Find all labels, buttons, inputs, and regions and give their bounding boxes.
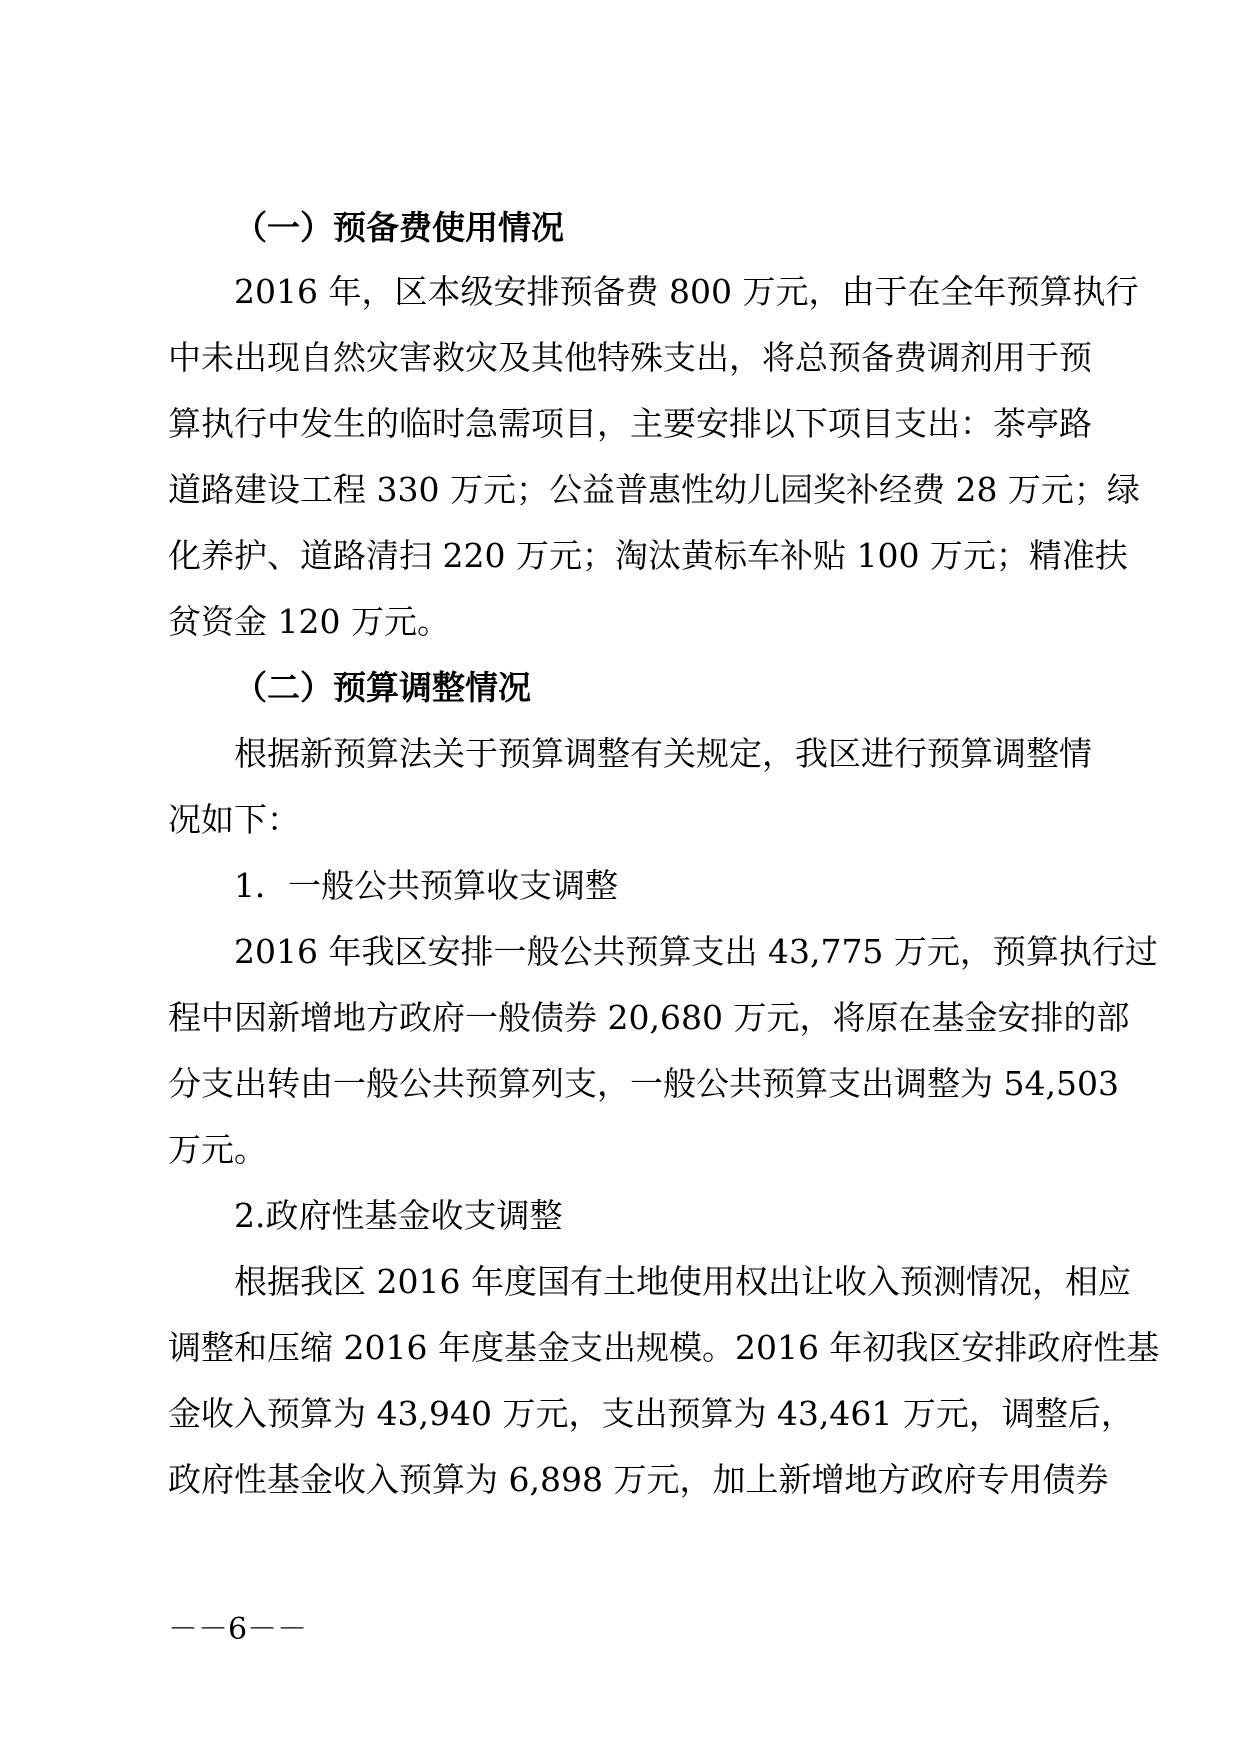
subsection-heading-government-fund: 2.政府性基金收支调整 [234,1196,563,1235]
paragraph-line: 算执行中发生的临时急需项目，主要安排以下项目支出：茶亭路 [168,404,1092,443]
paragraph-line: 2016 年，区本级安排预备费 800 万元，由于在全年预算执行 [234,272,1139,311]
section-heading-reserve-fund: （一）预备费使用情况 [234,208,564,247]
paragraph-line: 化养护、道路清扫 220 万元；淘汰黄标车补贴 100 万元；精准扶 [168,536,1128,575]
section-heading-budget-adjustment: （二）预算调整情况 [234,668,531,707]
paragraph-line: 万元。 [168,1130,267,1169]
paragraph-line: 根据新预算法关于预算调整有关规定，我区进行预算调整情 [234,734,1092,773]
paragraph-line: 根据我区 2016 年度国有土地使用权出让收入预测情况，相应 [234,1262,1131,1301]
subsection-heading-general-budget: 1．一般公共预算收支调整 [234,866,618,905]
paragraph-line: 贫资金 120 万元。 [168,602,450,641]
paragraph-line: 2016 年我区安排一般公共预算支出 43,775 万元，预算执行过 [234,932,1158,971]
paragraph-line: 政府性基金收入预算为 6,898 万元，加上新增地方政府专用债券 [168,1460,1109,1499]
paragraph-line: 分支出转由一般公共预算列支，一般公共预算支出调整为 54,503 [168,1064,1119,1103]
paragraph-line: 道路建设工程 330 万元；公益普惠性幼儿园奖补经费 28 万元；绿 [168,470,1140,509]
page-number: －－6－－ [168,1612,308,1647]
paragraph-line: 中未出现自然灾害救灾及其他特殊支出，将总预备费调剂用于预 [168,338,1092,377]
paragraph-line: 程中因新增地方政府一般债券 20,680 万元，将原在基金安排的部 [168,998,1130,1037]
paragraph-line: 况如下： [168,800,300,839]
paragraph-line: 金收入预算为 43,940 万元，支出预算为 43,461 万元，调整后， [168,1394,1134,1433]
paragraph-line: 调整和压缩 2016 年度基金支出规模。2016 年初我区安排政府性基 [168,1328,1160,1367]
